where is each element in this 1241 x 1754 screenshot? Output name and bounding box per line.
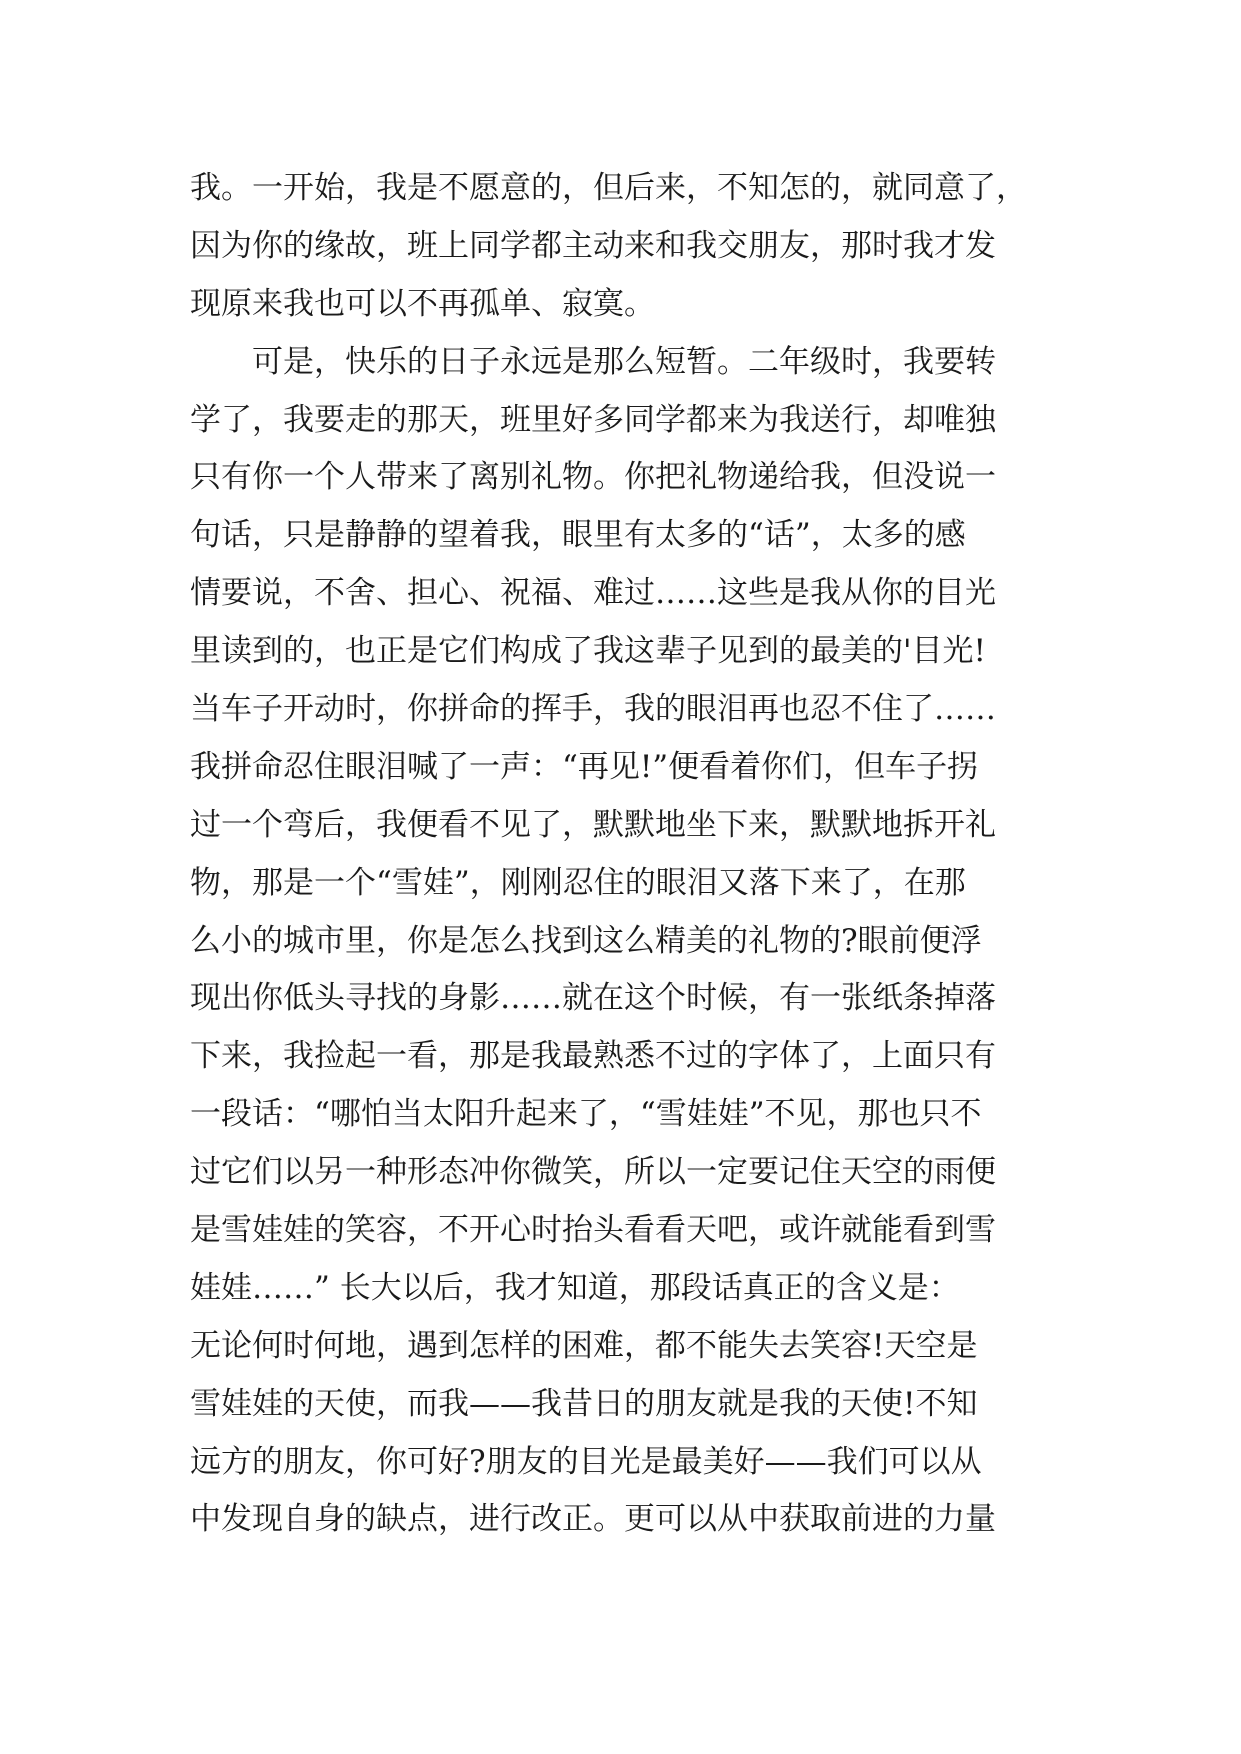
text-line: 现出你低头寻找的身影……就在这个时候，有一张纸条掉落 [190,980,996,1017]
text-line: 中发现自身的缺点，进行改正。更可以从中获取前进的力量 [190,1501,996,1538]
text-line: 因为你的缘故，班上同学都主动来和我交朋友，那时我才发 [190,227,996,264]
text-line: 是雪娃娃的笑容，不开心时抬头看看天吧，或许就能看到雪 [190,1212,996,1249]
text-line: 娃娃……” 长大以后，我才知道，那段话真正的含义是： [190,1269,960,1306]
text-line: 只有你一个人带来了离别礼物。你把礼物递给我，但没说一 [190,459,996,496]
text-line: 下来，我捡起一看，那是我最熟悉不过的字体了，上面只有 [190,1038,996,1075]
text-line: 过一个弯后，我便看不见了，默默地坐下来，默默地拆开礼 [190,806,996,843]
text-line: 一段话：“哪怕当太阳升起来了，“雪娃娃”不见，那也只不 [190,1096,982,1133]
text-line: 我。一开始，我是不愿意的，但后来，不知怎的，就同意了， [190,170,1027,206]
text-line: 物，那是一个“雪娃”，刚刚忍住的眼泪又落下来了，在那 [190,864,966,901]
text-line: 当车子开动时，你拼命的挥手，我的眼泪再也忍不住了…… [190,691,996,728]
text-line: 里读到的，也正是它们构成了我这辈子见到的最美的'目光! [190,633,986,670]
essay-text [190,160,1050,1549]
text-line: 么小的城市里，你是怎么找到这么精美的礼物的?眼前便浮 [190,922,982,959]
text-line: 无论何时何地，遇到怎样的困难，都不能失去笑容!天空是 [190,1327,978,1364]
text-line: 句话，只是静静的望着我，眼里有太多的“话”，太多的感 [190,517,966,554]
text-line: 学了，我要走的那天，班里好多同学都来为我送行，却唯独 [190,401,996,438]
text-line: 情要说，不舍、担心、祝福、难过……这些是我从你的目光 [190,575,996,612]
text-line: 过它们以另一种形态冲你微笑，所以一定要记住天空的雨便 [190,1154,996,1191]
text-line: 雪娃娃的天使，而我——我昔日的朋友就是我的天使!不知 [190,1385,978,1422]
text-line: 远方的朋友，你可好?朋友的目光是最美好——我们可以从 [190,1443,982,1480]
text-line: 可是，快乐的日子永远是那么短暂。二年级时，我要转 [190,343,996,380]
text-line: 我拼命忍住眼泪喊了一声：“再见!”便看着你们，但车子拐 [190,748,979,785]
text-line: 现原来我也可以不再孤单、寂寞。 [190,285,655,322]
